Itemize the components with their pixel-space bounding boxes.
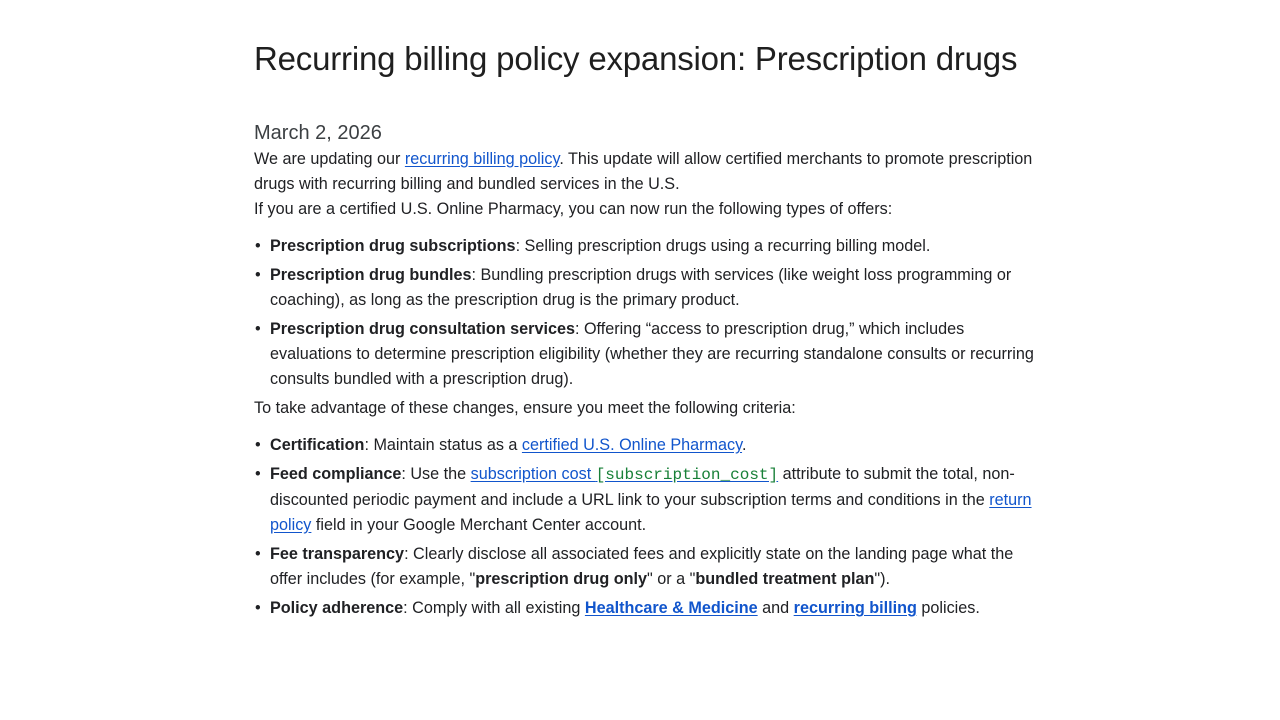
bullet-icon: •	[255, 465, 261, 483]
bullet-icon: •	[255, 320, 261, 338]
article	[254, 38, 1034, 625]
publish-date: March 2, 2026	[254, 122, 382, 144]
list-item-fee-transparency	[254, 542, 1034, 592]
list-item-text: : Maintain status as a	[364, 436, 522, 454]
bullet-icon: •	[255, 545, 261, 563]
offers-list	[254, 234, 1034, 392]
list-item-term: Prescription drug consultation services	[270, 320, 575, 338]
list-item-text: .	[742, 436, 747, 454]
subscription-cost-link[interactable]	[471, 465, 779, 483]
emphasis-bundled-plan: bundled treatment plan	[695, 570, 875, 588]
list-item-term: Feed compliance	[270, 465, 402, 483]
emphasis-prescription-only: prescription drug only	[475, 570, 647, 588]
offers-lead-paragraph: If you are a certified U.S. Online Pharmacy, you can now run the following types of offers:	[254, 200, 893, 218]
list-item-term: Fee transparency	[270, 545, 405, 563]
list-item-text: : Offering “access to prescription drug,” which includes evaluations to determine prescription eligibility (whether they are recurring standalone consults or recurring consults bundled with a prescription drug).	[270, 320, 1034, 388]
list-item-term: Policy adherence	[270, 599, 404, 617]
list-item-term: Prescription drug bundles	[270, 266, 472, 284]
list-item-text: and	[757, 599, 794, 617]
criteria-lead-paragraph: To take advantage of these changes, ensure you meet the following criteria:	[254, 399, 796, 417]
list-item-term: Prescription drug subscriptions	[270, 237, 516, 255]
list-item-text: : Use the	[401, 465, 471, 483]
recurring-billing-link[interactable]: recurring billing	[793, 599, 917, 617]
bullet-icon: •	[255, 436, 261, 454]
bullet-icon: •	[255, 266, 261, 284]
list-item-text: ").	[874, 570, 890, 588]
list-item-bundles	[254, 263, 1034, 313]
list-item-text: : Clearly disclose all associated fees and explicitly state on the landing page what the offer includes (for example, "	[270, 545, 1014, 588]
list-item-text: field in your Google Merchant Center account.	[311, 516, 647, 534]
intro-paragraph	[254, 147, 1034, 197]
list-item-text: policies.	[916, 599, 980, 617]
list-item-certification	[254, 433, 1034, 458]
recurring-billing-policy-link[interactable]: recurring billing policy	[404, 150, 560, 168]
list-item-text: : Selling prescription drugs using a recurring billing model.	[515, 237, 931, 255]
list-item-text: attribute to submit the total, non-discounted periodic payment and include a URL link to your subscription terms and conditions in the	[270, 465, 1015, 509]
list-item-subscriptions	[254, 234, 1034, 259]
healthcare-medicine-link[interactable]: Healthcare & Medicine	[584, 599, 758, 617]
list-item-term: Certification	[270, 436, 365, 454]
criteria-list	[254, 433, 1034, 621]
list-item-text: : Bundling prescription drugs with services (like weight loss programming or coaching), as long as the prescription drug is the primary product.	[270, 266, 1012, 309]
page-title: Recurring billing policy expansion: Prescription drugs	[254, 40, 1018, 77]
article-body	[254, 147, 1034, 621]
return-policy-link[interactable]: return policy	[270, 491, 1032, 534]
certified-pharmacy-link[interactable]: certified U.S. Online Pharmacy	[521, 436, 743, 454]
list-item-text: " or a "	[646, 570, 696, 588]
subscription-cost-link-label: subscription cost	[470, 465, 596, 483]
intro-text-before: We are updating our	[254, 150, 405, 168]
list-item-policy-adherence	[254, 596, 1034, 621]
list-item-text: : Comply with all existing	[403, 599, 585, 617]
list-item-feed-compliance	[254, 462, 1034, 538]
bullet-icon: •	[255, 237, 261, 255]
bullet-icon: •	[255, 599, 261, 617]
intro-text-after: . This update will allow certified merchants to promote prescription drugs with recurring billing and bundled services in the U.S.	[254, 150, 1033, 193]
list-item-consultation	[254, 317, 1034, 392]
subscription-cost-attribute-code: [subscription_cost]	[595, 466, 779, 484]
